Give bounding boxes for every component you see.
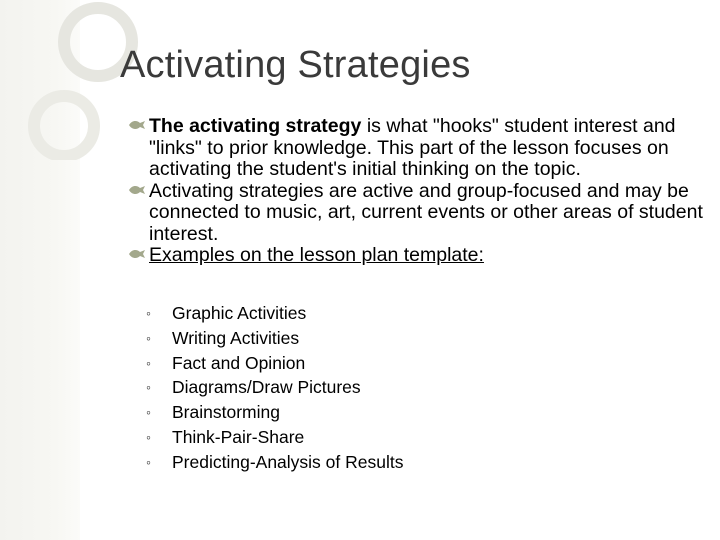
bullet-bold-term: The activating strategy — [149, 115, 362, 137]
slide-title: Activating Strategies — [120, 44, 471, 86]
sub-item-text: Writing Activities — [172, 327, 300, 348]
sub-item-text: Fact and Opinion — [172, 352, 306, 373]
sub-item-text: Diagrams/Draw Pictures — [172, 377, 361, 398]
sub-bullet-list — [146, 302, 403, 476]
hollow-circle-bullet-icon: ◦ — [146, 404, 151, 421]
scroll-bullet-icon — [128, 118, 146, 132]
scroll-bullet-icon — [128, 247, 146, 261]
sub-item-text: Think-Pair-Share — [172, 426, 305, 447]
hollow-circle-bullet-icon: ◦ — [146, 453, 151, 470]
sub-list-item — [146, 426, 403, 451]
bullet-item — [128, 116, 708, 181]
scroll-bullet-icon — [128, 183, 146, 197]
sub-list-item — [146, 376, 403, 401]
bullet-item — [128, 245, 708, 267]
bullet-list — [128, 116, 708, 267]
sub-list-item — [146, 352, 403, 377]
bullet-item — [128, 181, 708, 246]
bullet-text-underlined: Examples on the lesson plan template: — [149, 244, 484, 266]
sub-list-item — [146, 302, 403, 327]
bullet-text: is what "hooks" student interest and "links" to prior knowledge. This part of the lesson focuses on activating the student's initial thinking on the topic. — [149, 115, 676, 180]
sub-item-text: Graphic Activities — [172, 303, 307, 323]
sub-list-item — [146, 327, 403, 352]
hollow-circle-bullet-icon: ◦ — [146, 428, 151, 445]
bullet-text: Activating strategies are active and group-focused and may be connected to music, art, current events or other areas of student interest. — [149, 179, 703, 245]
hollow-circle-bullet-icon: ◦ — [146, 305, 151, 321]
sub-list-item — [146, 401, 403, 426]
sub-list-item — [146, 451, 403, 476]
hollow-circle-bullet-icon: ◦ — [146, 329, 151, 346]
sub-item-text: Brainstorming — [172, 402, 280, 423]
sub-item-text: Predicting-Analysis of Results — [172, 451, 404, 472]
decorative-rings-icon — [0, 0, 140, 160]
hollow-circle-bullet-icon: ◦ — [146, 379, 151, 396]
hollow-circle-bullet-icon: ◦ — [146, 354, 151, 371]
